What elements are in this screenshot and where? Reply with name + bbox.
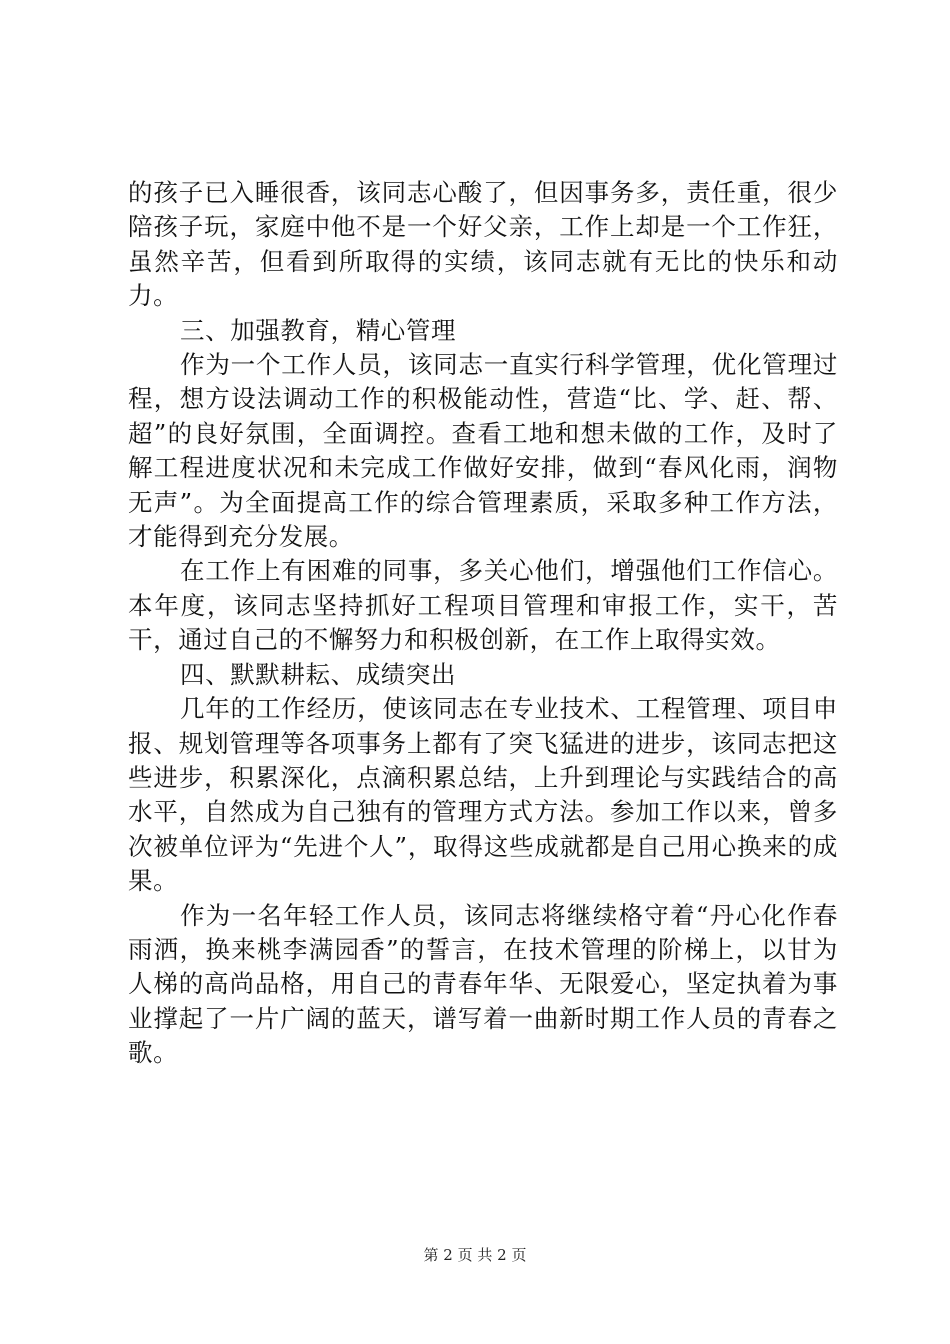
- section-heading-4: 四、默默耕耘、成绩突出: [180, 659, 457, 689]
- paragraph-experience: 几年的工作经历，使该同志在专业技术、工程管理、项目申报、规划管理等各项事务上都有了突飞猛进的进步，该同志把这些进步，积累深化，点滴积累总结，上升到理论与实践结合的高水平，自然成为自己独有的管理方式方法。参加工作以来，曾多次被单位评为“先进个人”，取得这些成就都是自己用心换来的成果。: [128, 694, 838, 896]
- paragraph-management: 作为一个工作人员，该同志一直实行科学管理，优化管理过程，想方设法调动工作的积极能动性，营造“比、学、赶、帮、超”的良好氛围，全面调控。查看工地和想未做的工作，及时了解工程进度状况和未完成工作做好安排，做到“春风化雨，润物无声”。为全面提高工作的综合管理素质，采取多种工作方法，才能得到充分发展。: [128, 350, 838, 552]
- page-footer: 第 2 页 共 2 页: [423, 1246, 527, 1264]
- paragraph-continuation: 的孩子已入睡很香，该同志心酸了，但因事务多，责任重，很少陪孩子玩，家庭中他不是一个好父亲，工作上却是一个工作狂，虽然辛苦，但看到所取得的实绩，该同志就有无比的快乐和动力。: [128, 178, 838, 311]
- paragraph-colleagues: 在工作上有困难的同事，多关心他们，增强他们工作信心。本年度，该同志坚持抓好工程项目管理和审报工作，实干，苦干，通过自己的不懈努力和积极创新，在工作上取得实效。: [128, 556, 838, 655]
- section-heading-3: 三、加强教育，精心管理: [180, 315, 457, 345]
- paragraph-conclusion: 作为一名年轻工作人员，该同志将继续格守着“丹心化作春雨洒，换来桃李满园香”的誓言，在技术管理的阶梯上，以甘为人梯的高尚品格，用自己的青春年华、无限爱心，坚定执着为事业撑起了一片广阔的蓝天，谱写着一曲新时期工作人员的青春之歌。: [128, 900, 838, 1068]
- document-body: [128, 176, 838, 1071]
